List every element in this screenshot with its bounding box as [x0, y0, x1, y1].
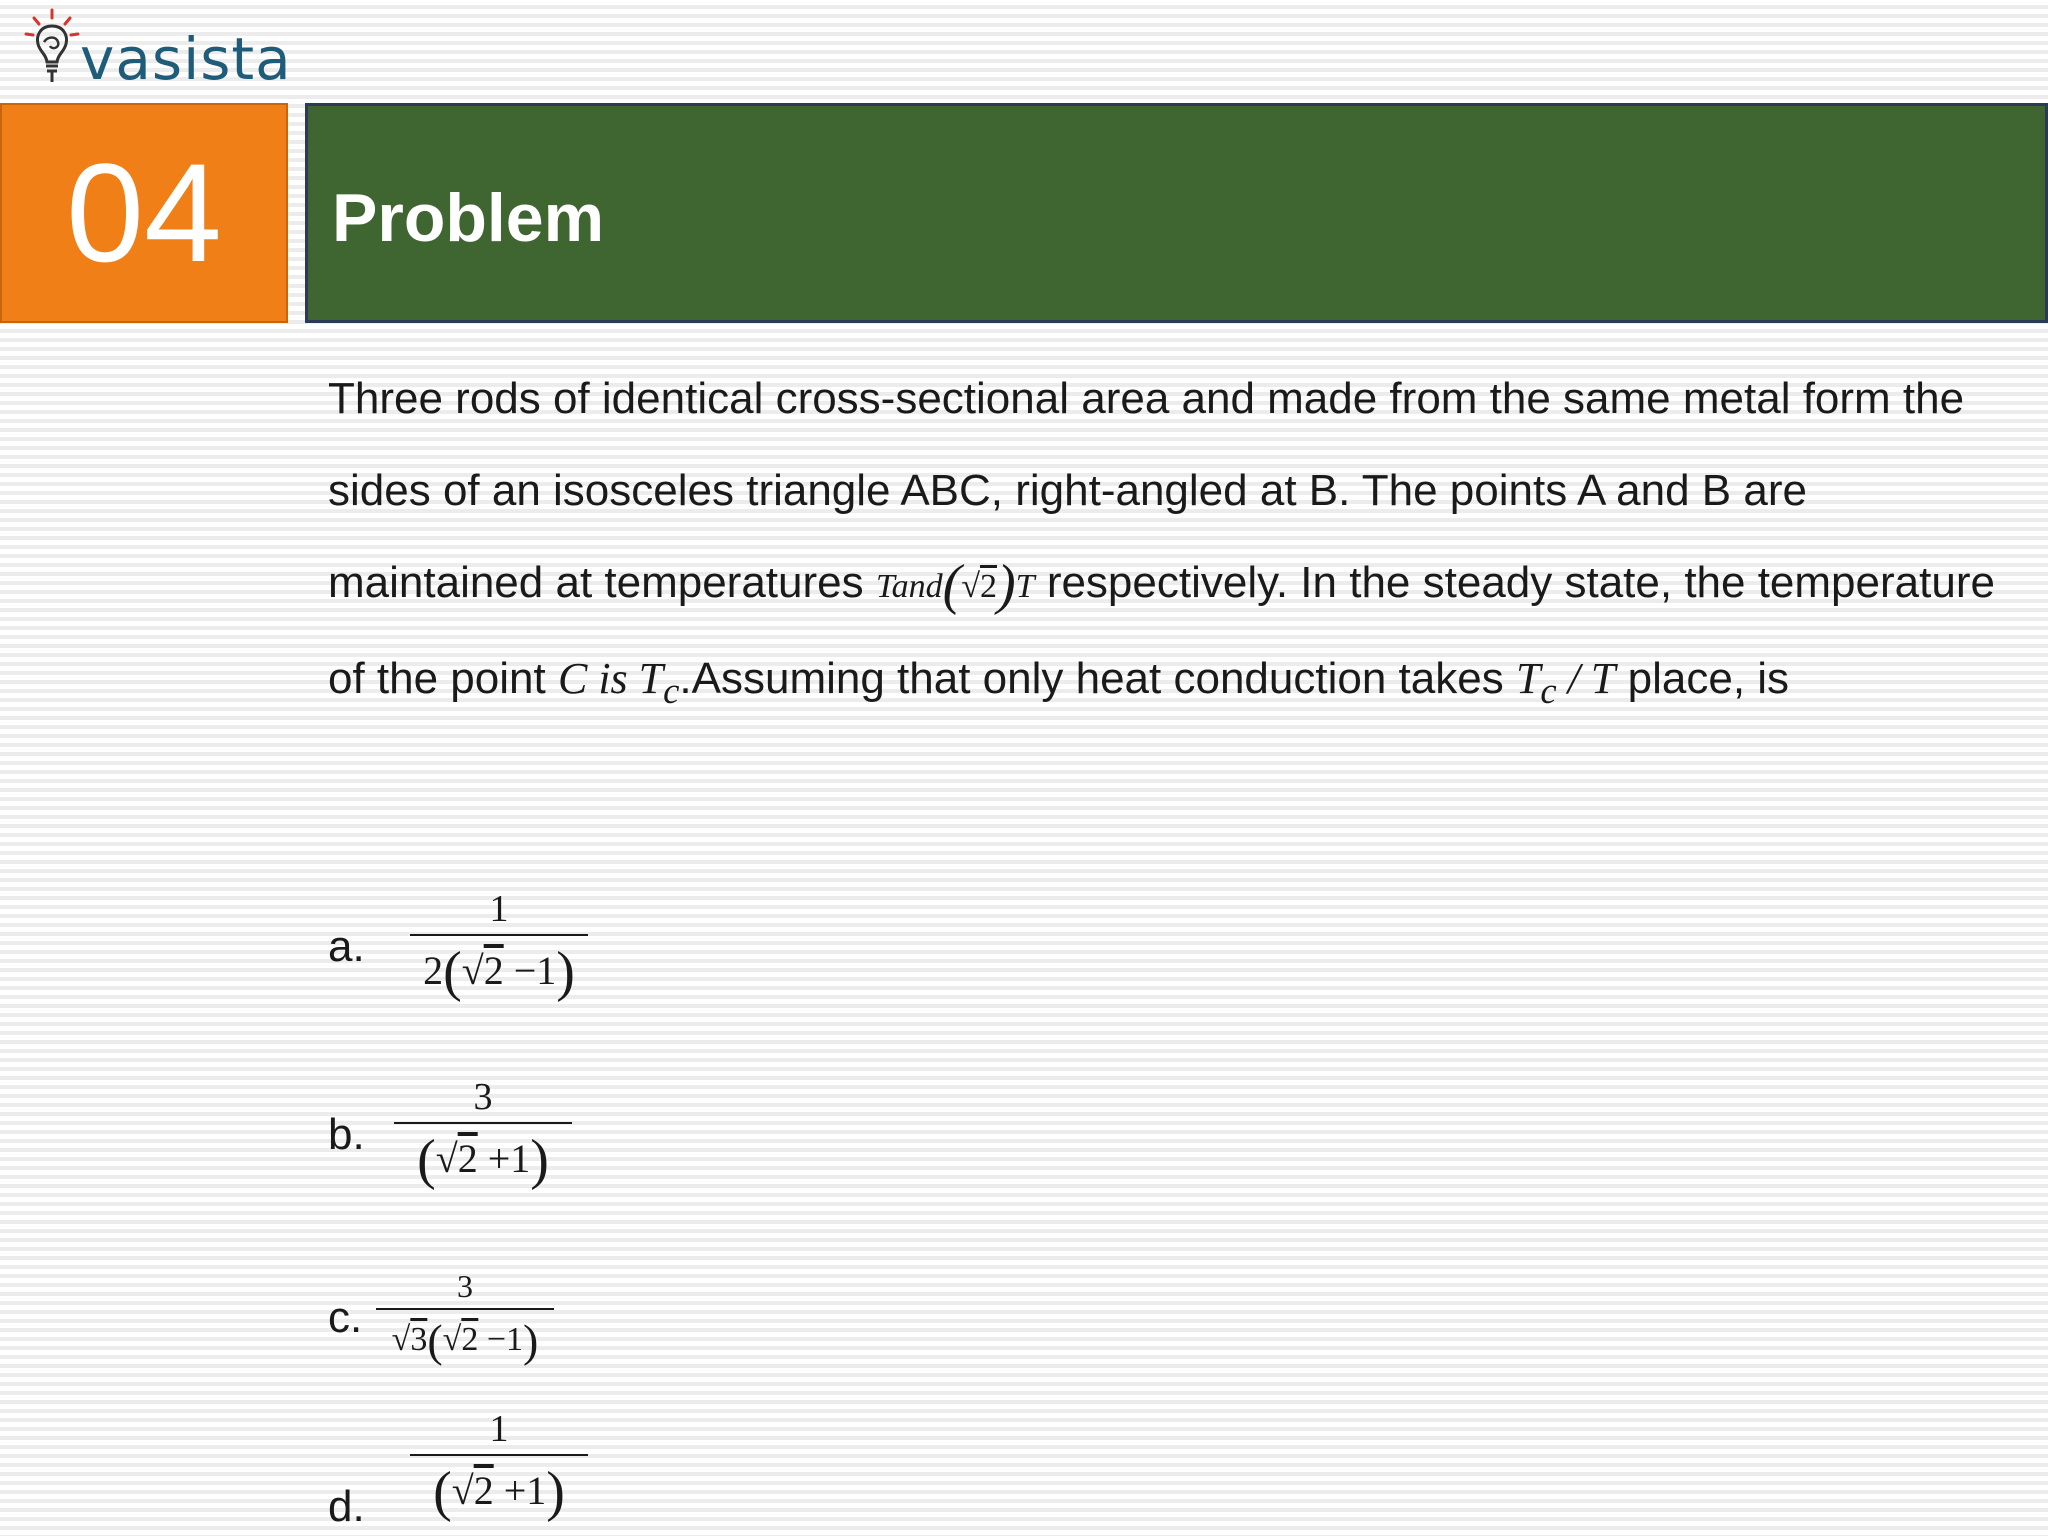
den-radicand: 2 [457, 1136, 478, 1181]
fraction-numerator: 1 [410, 1410, 588, 1456]
fraction-denominator: 2(√2 −1) [423, 941, 575, 1003]
option-fraction [376, 1270, 554, 1367]
option-fraction [394, 1078, 572, 1192]
title-bar [305, 103, 2048, 323]
option-label: a. [328, 921, 365, 971]
fraction-denominator: (√2 +1) [417, 1129, 549, 1191]
vasista-logo [22, 4, 292, 96]
option-label: d. [328, 1482, 365, 1531]
den-coefficient: 2 [423, 948, 444, 993]
den-term: −1 [486, 1321, 524, 1358]
option-label: b. [328, 1109, 365, 1159]
option-fraction [410, 890, 588, 1004]
fraction-denominator: (√2 +1) [433, 1461, 565, 1524]
math-c-is-t: C is T [557, 654, 664, 703]
question-part-1: Three rods of identical cross-sectional area and made from the same metal form the sides of an isosceles triangle ABC, right-angled at B. The points A and B are maintained at temperatures [328, 374, 1965, 607]
math-root-2: 2 [980, 568, 997, 605]
math-sub-c: c [663, 669, 680, 711]
question-part-4: place, is [1627, 654, 1790, 703]
den-radicand: 2 [483, 948, 504, 993]
den-term: +1 [487, 1136, 531, 1181]
slide-title: Problem [332, 180, 605, 256]
math-ratio [1515, 654, 1616, 711]
option-a[interactable] [328, 890, 588, 1004]
option-fraction [410, 1410, 588, 1524]
math-over-t: / T [1567, 654, 1616, 703]
question-part-2: respectively. In the steady state, the temperature of the point [328, 558, 1995, 703]
math-t-ratio: T [1515, 654, 1541, 703]
math-point-c [557, 654, 680, 711]
den-radicand: 2 [473, 1468, 494, 1514]
fraction-numerator: 3 [394, 1078, 572, 1124]
question-part-3: .Assuming that only heat conduction takes [679, 654, 1504, 703]
den-root-3: 3 [410, 1321, 428, 1358]
math-tand: Tand [875, 568, 943, 605]
bulb-icon [22, 4, 82, 96]
math-temperatures: Tand(√2)T [875, 554, 1035, 616]
fraction-numerator: 1 [410, 890, 588, 936]
option-label: c. [328, 1293, 363, 1343]
den-term: −1 [513, 948, 557, 993]
math-t: T [1015, 568, 1035, 605]
question-text [328, 353, 2008, 737]
logo-wordmark: vasista [80, 25, 292, 93]
den-radicand: 2 [461, 1321, 479, 1358]
option-d[interactable] [328, 1402, 588, 1532]
slide-number: 04 [66, 134, 222, 291]
fraction-numerator: 3 [376, 1270, 554, 1310]
slide-number-box [0, 103, 288, 323]
fraction-denominator: √3(√2 −1) [391, 1315, 539, 1366]
option-c[interactable] [328, 1270, 554, 1367]
math-sub-c-ratio: c [1540, 669, 1557, 711]
option-b[interactable] [328, 1078, 572, 1192]
den-term: +1 [503, 1468, 547, 1514]
